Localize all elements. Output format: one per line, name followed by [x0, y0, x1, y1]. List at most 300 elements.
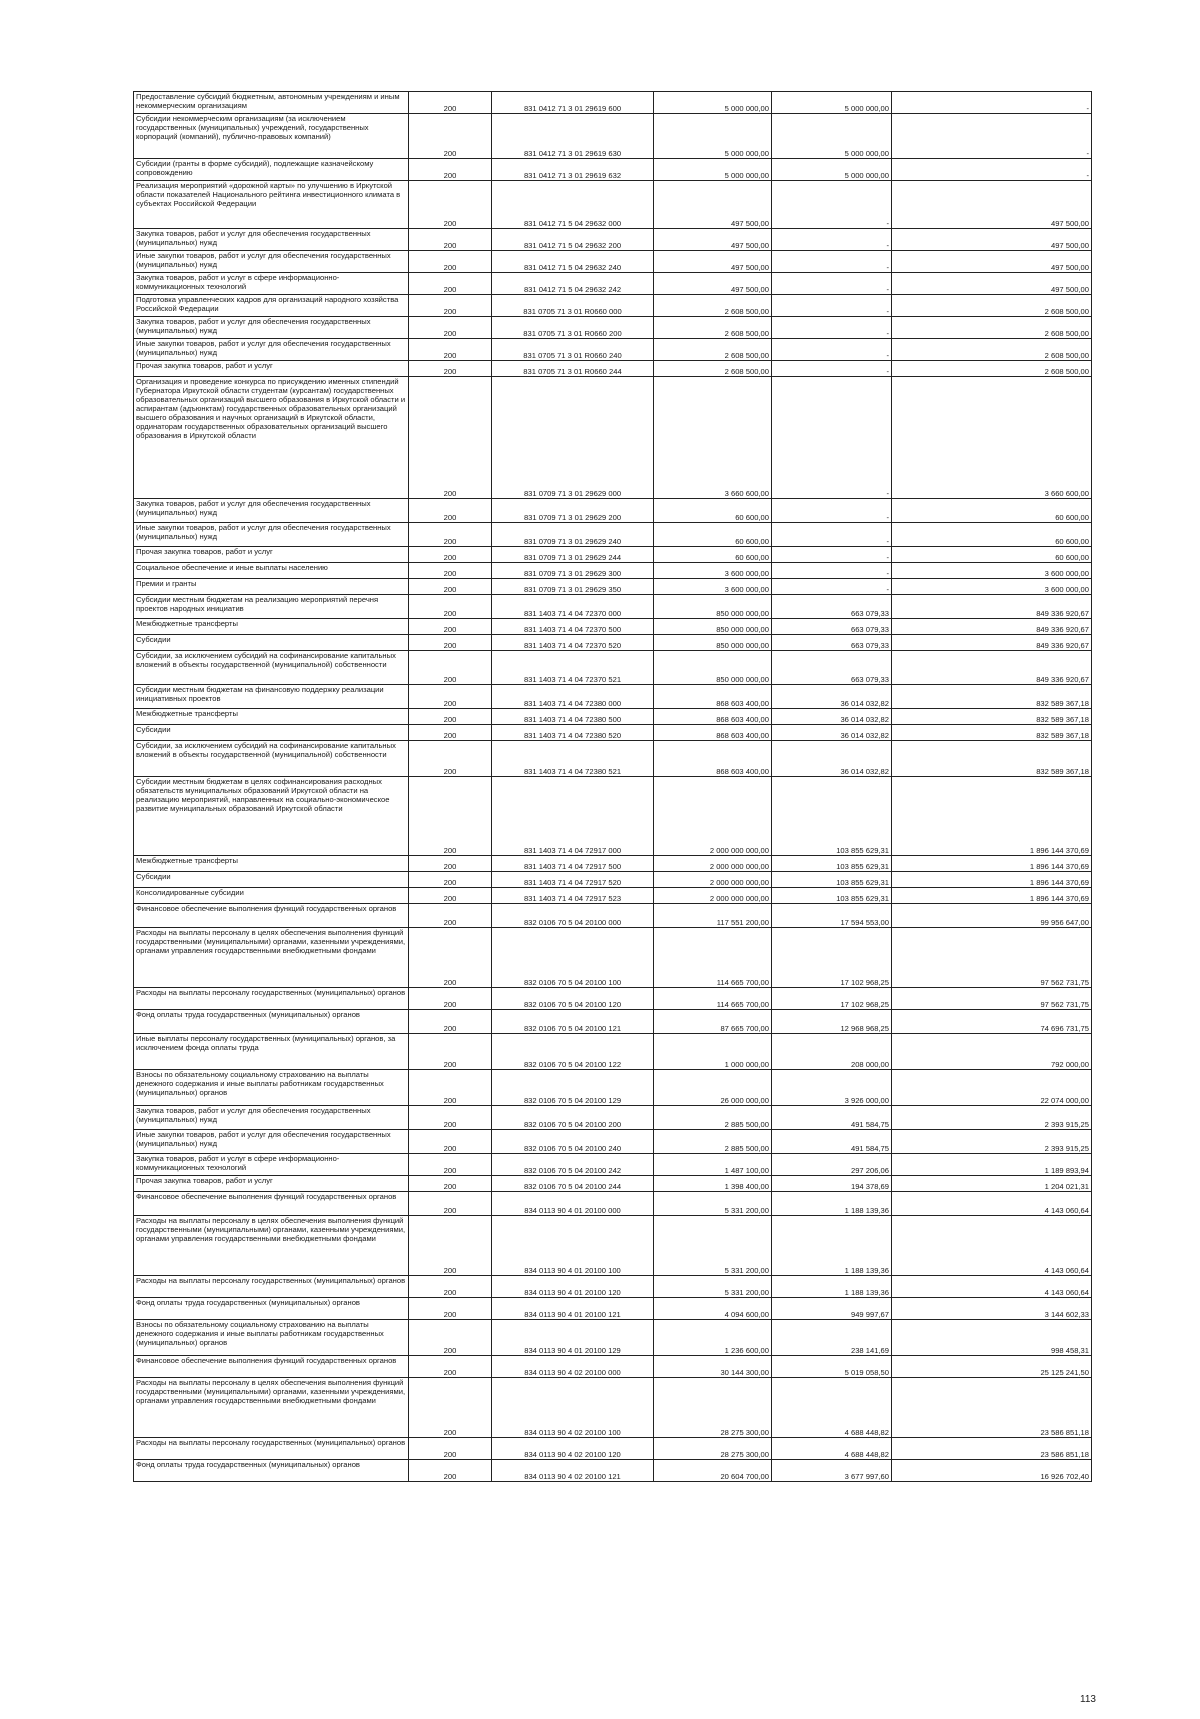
row-budget-classification-code: 831 0412 71 5 04 29632 000	[492, 181, 654, 229]
row-budget-classification-code: 831 0412 71 5 04 29632 200	[492, 229, 654, 251]
row-line-code: 200	[409, 563, 492, 579]
row-budget-classification-code: 832 0106 70 5 04 20100 200	[492, 1106, 654, 1130]
row-name: Субсидии местным бюджетам на реализацию мероприятий перечня проектов народных инициатив	[134, 595, 409, 619]
row-name: Межбюджетные трансферты	[134, 619, 409, 635]
row-line-code: 200	[409, 651, 492, 685]
row-name: Расходы на выплаты персоналу государственных (муниципальных) органов	[134, 1438, 409, 1460]
row-approved-amount: 5 000 000,00	[654, 159, 772, 181]
row-line-code: 200	[409, 579, 492, 595]
table-row	[134, 888, 1092, 904]
table-row	[134, 1298, 1092, 1320]
row-approved-amount: 1 236 600,00	[654, 1320, 772, 1356]
row-name: Закупка товаров, работ и услуг для обеспечения государственных (муниципальных) нужд	[134, 229, 409, 251]
table-row	[134, 563, 1092, 579]
row-approved-amount: 5 000 000,00	[654, 114, 772, 159]
row-approved-amount: 850 000 000,00	[654, 595, 772, 619]
row-line-code: 200	[409, 229, 492, 251]
row-unexecuted-amount: 23 586 851,18	[892, 1378, 1092, 1438]
row-name: Закупка товаров, работ и услуг для обеспечения государственных (муниципальных) нужд	[134, 317, 409, 339]
row-budget-classification-code: 831 0412 71 3 01 29619 630	[492, 114, 654, 159]
table-row	[134, 181, 1092, 229]
row-line-code: 200	[409, 1010, 492, 1034]
row-unexecuted-amount: 4 143 060,64	[892, 1216, 1092, 1276]
row-name: Субсидии местным бюджетам в целях софинансирования расходных обязательств муниципальных образований Иркутской области на реализацию мероприятий, направленных на социально-экономическое развитие муниципальных образований Иркутской области	[134, 777, 409, 856]
table-row	[134, 295, 1092, 317]
row-unexecuted-amount: 2 393 915,25	[892, 1106, 1092, 1130]
row-unexecuted-amount: 3 660 600,00	[892, 377, 1092, 499]
row-budget-classification-code: 831 1403 71 4 04 72370 521	[492, 651, 654, 685]
row-approved-amount: 868 603 400,00	[654, 709, 772, 725]
row-line-code: 200	[409, 1438, 492, 1460]
row-line-code: 200	[409, 685, 492, 709]
row-name: Закупка товаров, работ и услуг для обеспечения государственных (муниципальных) нужд	[134, 1106, 409, 1130]
row-line-code: 200	[409, 619, 492, 635]
row-line-code: 200	[409, 1106, 492, 1130]
row-approved-amount: 868 603 400,00	[654, 741, 772, 777]
row-unexecuted-amount: 497 500,00	[892, 181, 1092, 229]
row-budget-classification-code: 832 0106 70 5 04 20100 244	[492, 1176, 654, 1192]
row-line-code: 200	[409, 499, 492, 523]
table-row	[134, 1034, 1092, 1070]
table-row	[134, 741, 1092, 777]
row-approved-amount: 5 331 200,00	[654, 1276, 772, 1298]
row-name: Иные закупки товаров, работ и услуг для обеспечения государственных (муниципальных) нужд	[134, 1130, 409, 1154]
row-line-code: 200	[409, 159, 492, 181]
row-unexecuted-amount: 97 562 731,75	[892, 988, 1092, 1010]
row-executed-amount: 5 000 000,00	[772, 114, 892, 159]
row-line-code: 200	[409, 251, 492, 273]
table-row	[134, 317, 1092, 339]
row-budget-classification-code: 832 0106 70 5 04 20100 121	[492, 1010, 654, 1034]
row-line-code: 200	[409, 361, 492, 377]
row-line-code: 200	[409, 1034, 492, 1070]
row-approved-amount: 1 398 400,00	[654, 1176, 772, 1192]
row-approved-amount: 850 000 000,00	[654, 651, 772, 685]
row-unexecuted-amount: 849 336 920,67	[892, 635, 1092, 651]
row-approved-amount: 2 000 000 000,00	[654, 888, 772, 904]
row-budget-classification-code: 832 0106 70 5 04 20100 240	[492, 1130, 654, 1154]
row-budget-classification-code: 832 0106 70 5 04 20100 000	[492, 904, 654, 928]
row-executed-amount: -	[772, 251, 892, 273]
row-name: Прочая закупка товаров, работ и услуг	[134, 547, 409, 563]
row-unexecuted-amount: 60 600,00	[892, 547, 1092, 563]
row-approved-amount: 3 600 000,00	[654, 563, 772, 579]
row-executed-amount: 663 079,33	[772, 635, 892, 651]
row-name: Фонд оплаты труда государственных (муниципальных) органов	[134, 1010, 409, 1034]
row-name: Финансовое обеспечение выполнения функций государственных органов	[134, 1192, 409, 1216]
row-executed-amount: 238 141,69	[772, 1320, 892, 1356]
row-budget-classification-code: 831 0709 71 3 01 29629 300	[492, 563, 654, 579]
row-budget-classification-code: 834 0113 90 4 02 20100 120	[492, 1438, 654, 1460]
row-unexecuted-amount: 1 896 144 370,69	[892, 872, 1092, 888]
row-name: Расходы на выплаты персоналу государственных (муниципальных) органов	[134, 1276, 409, 1298]
row-approved-amount: 60 600,00	[654, 547, 772, 563]
row-approved-amount: 2 000 000 000,00	[654, 856, 772, 872]
row-unexecuted-amount: 497 500,00	[892, 229, 1092, 251]
row-name: Премии и гранты	[134, 579, 409, 595]
row-approved-amount: 2 608 500,00	[654, 295, 772, 317]
row-unexecuted-amount: 22 074 000,00	[892, 1070, 1092, 1106]
row-budget-classification-code: 831 1403 71 4 04 72917 500	[492, 856, 654, 872]
row-name: Субсидии, за исключением субсидий на софинансирование капитальных вложений в объекты государственной (муниципальной) собственности	[134, 651, 409, 685]
row-line-code: 200	[409, 273, 492, 295]
row-executed-amount: -	[772, 563, 892, 579]
row-budget-classification-code: 834 0113 90 4 02 20100 121	[492, 1460, 654, 1482]
row-executed-amount: 1 188 139,36	[772, 1276, 892, 1298]
row-line-code: 200	[409, 181, 492, 229]
row-unexecuted-amount: 3 144 602,33	[892, 1298, 1092, 1320]
row-approved-amount: 497 500,00	[654, 273, 772, 295]
row-budget-classification-code: 831 0705 71 3 01 R0660 240	[492, 339, 654, 361]
row-unexecuted-amount: 2 608 500,00	[892, 339, 1092, 361]
row-line-code: 200	[409, 928, 492, 988]
row-line-code: 200	[409, 1154, 492, 1176]
row-executed-amount: 297 206,06	[772, 1154, 892, 1176]
row-approved-amount: 114 665 700,00	[654, 988, 772, 1010]
row-line-code: 200	[409, 1356, 492, 1378]
row-approved-amount: 2 608 500,00	[654, 361, 772, 377]
row-executed-amount: 5 019 058,50	[772, 1356, 892, 1378]
row-name: Закупка товаров, работ и услуг в сфере информационно-коммуникационных технологий	[134, 1154, 409, 1176]
row-unexecuted-amount: -	[892, 114, 1092, 159]
row-budget-classification-code: 834 0113 90 4 02 20100 100	[492, 1378, 654, 1438]
row-budget-classification-code: 832 0106 70 5 04 20100 242	[492, 1154, 654, 1176]
row-name: Межбюджетные трансферты	[134, 709, 409, 725]
row-name: Субсидии	[134, 725, 409, 741]
table-row	[134, 1460, 1092, 1482]
row-approved-amount: 20 604 700,00	[654, 1460, 772, 1482]
row-line-code: 200	[409, 777, 492, 856]
row-unexecuted-amount: 1 204 021,31	[892, 1176, 1092, 1192]
row-approved-amount: 3 660 600,00	[654, 377, 772, 499]
row-line-code: 200	[409, 1130, 492, 1154]
table-row	[134, 1356, 1092, 1378]
row-executed-amount: 663 079,33	[772, 651, 892, 685]
row-budget-classification-code: 831 0412 71 3 01 29619 600	[492, 92, 654, 114]
row-approved-amount: 5 331 200,00	[654, 1216, 772, 1276]
row-approved-amount: 60 600,00	[654, 499, 772, 523]
row-executed-amount: -	[772, 295, 892, 317]
row-line-code: 200	[409, 114, 492, 159]
row-line-code: 200	[409, 1070, 492, 1106]
row-budget-classification-code: 831 0709 71 3 01 29629 350	[492, 579, 654, 595]
table-row	[134, 1192, 1092, 1216]
row-name: Прочая закупка товаров, работ и услуг	[134, 1176, 409, 1192]
row-executed-amount: 1 188 139,36	[772, 1192, 892, 1216]
row-name: Субсидии, за исключением субсидий на софинансирование капитальных вложений в объекты государственной (муниципальной) собственности	[134, 741, 409, 777]
row-unexecuted-amount: 2 608 500,00	[892, 361, 1092, 377]
row-executed-amount: -	[772, 523, 892, 547]
row-approved-amount: 2 885 500,00	[654, 1106, 772, 1130]
table-row	[134, 579, 1092, 595]
row-budget-classification-code: 831 0412 71 5 04 29632 242	[492, 273, 654, 295]
table-row	[134, 1070, 1092, 1106]
table-row	[134, 499, 1092, 523]
table-body	[134, 92, 1092, 1482]
row-budget-classification-code: 831 1403 71 4 04 72917 520	[492, 872, 654, 888]
table-row	[134, 377, 1092, 499]
row-name: Финансовое обеспечение выполнения функций государственных органов	[134, 1356, 409, 1378]
row-executed-amount: 17 594 553,00	[772, 904, 892, 928]
row-name: Закупка товаров, работ и услуг для обеспечения государственных (муниципальных) нужд	[134, 499, 409, 523]
row-approved-amount: 3 600 000,00	[654, 579, 772, 595]
row-name: Субсидии (гранты в форме субсидий), подлежащие казначейскому сопровождению	[134, 159, 409, 181]
row-name: Взносы по обязательному социальному страхованию на выплаты денежного содержания и иные выплаты работникам государственных (муниципальных) органов	[134, 1070, 409, 1106]
row-executed-amount: -	[772, 547, 892, 563]
row-unexecuted-amount: 1 896 144 370,69	[892, 856, 1092, 872]
row-approved-amount: 497 500,00	[654, 181, 772, 229]
row-unexecuted-amount: 832 589 367,18	[892, 685, 1092, 709]
row-unexecuted-amount: 1 896 144 370,69	[892, 777, 1092, 856]
table-row	[134, 339, 1092, 361]
row-budget-classification-code: 831 0709 71 3 01 29629 244	[492, 547, 654, 563]
table-row	[134, 856, 1092, 872]
row-approved-amount: 497 500,00	[654, 229, 772, 251]
row-executed-amount: -	[772, 181, 892, 229]
row-executed-amount: 17 102 968,25	[772, 928, 892, 988]
row-budget-classification-code: 831 1403 71 4 04 72380 000	[492, 685, 654, 709]
row-unexecuted-amount: 4 143 060,64	[892, 1276, 1092, 1298]
row-executed-amount: -	[772, 361, 892, 377]
row-budget-classification-code: 831 1403 71 4 04 72370 000	[492, 595, 654, 619]
table-row	[134, 725, 1092, 741]
row-budget-classification-code: 831 1403 71 4 04 72370 500	[492, 619, 654, 635]
table-row	[134, 904, 1092, 928]
row-unexecuted-amount: 60 600,00	[892, 499, 1092, 523]
row-approved-amount: 26 000 000,00	[654, 1070, 772, 1106]
table-row	[134, 229, 1092, 251]
row-approved-amount: 850 000 000,00	[654, 619, 772, 635]
row-approved-amount: 28 275 300,00	[654, 1378, 772, 1438]
row-unexecuted-amount: 97 562 731,75	[892, 928, 1092, 988]
row-unexecuted-amount: 3 600 000,00	[892, 563, 1092, 579]
row-unexecuted-amount: 60 600,00	[892, 523, 1092, 547]
row-approved-amount: 1 487 100,00	[654, 1154, 772, 1176]
table-row	[134, 92, 1092, 114]
row-line-code: 200	[409, 339, 492, 361]
row-name: Субсидии некоммерческим организациям (за исключением государственных (муниципальных) учреждений, государственных корпораций (компаний), публично-правовых компаний)	[134, 114, 409, 159]
row-executed-amount: -	[772, 229, 892, 251]
row-executed-amount: -	[772, 579, 892, 595]
row-budget-classification-code: 831 0412 71 5 04 29632 240	[492, 251, 654, 273]
row-name: Расходы на выплаты персоналу в целях обеспечения выполнения функций государственными (муниципальными) органами, казенными учреждениями, органами управления государственными внебюджетными фондами	[134, 1216, 409, 1276]
row-line-code: 200	[409, 523, 492, 547]
table-row	[134, 1130, 1092, 1154]
row-unexecuted-amount: 25 125 241,50	[892, 1356, 1092, 1378]
row-approved-amount: 868 603 400,00	[654, 685, 772, 709]
row-line-code: 200	[409, 635, 492, 651]
row-executed-amount: 491 584,75	[772, 1106, 892, 1130]
row-unexecuted-amount: 497 500,00	[892, 273, 1092, 295]
row-line-code: 200	[409, 872, 492, 888]
row-name: Финансовое обеспечение выполнения функций государственных органов	[134, 904, 409, 928]
row-unexecuted-amount: 1 896 144 370,69	[892, 888, 1092, 904]
row-line-code: 200	[409, 988, 492, 1010]
table-row	[134, 651, 1092, 685]
row-approved-amount: 60 600,00	[654, 523, 772, 547]
row-budget-classification-code: 831 0412 71 3 01 29619 632	[492, 159, 654, 181]
table-row	[134, 928, 1092, 988]
row-approved-amount: 850 000 000,00	[654, 635, 772, 651]
row-executed-amount: 3 677 997,60	[772, 1460, 892, 1482]
table-row	[134, 1216, 1092, 1276]
row-budget-classification-code: 831 1403 71 4 04 72917 523	[492, 888, 654, 904]
row-approved-amount: 2 608 500,00	[654, 339, 772, 361]
row-line-code: 200	[409, 1378, 492, 1438]
row-approved-amount: 117 551 200,00	[654, 904, 772, 928]
row-name: Прочая закупка товаров, работ и услуг	[134, 361, 409, 377]
row-budget-classification-code: 832 0106 70 5 04 20100 100	[492, 928, 654, 988]
row-unexecuted-amount: 792 000,00	[892, 1034, 1092, 1070]
row-approved-amount: 868 603 400,00	[654, 725, 772, 741]
table-row	[134, 273, 1092, 295]
row-unexecuted-amount: 998 458,31	[892, 1320, 1092, 1356]
row-budget-classification-code: 834 0113 90 4 01 20100 000	[492, 1192, 654, 1216]
row-executed-amount: 103 855 629,31	[772, 777, 892, 856]
table-row	[134, 251, 1092, 273]
row-executed-amount: 103 855 629,31	[772, 872, 892, 888]
table-row	[134, 1106, 1092, 1130]
row-line-code: 200	[409, 1276, 492, 1298]
row-executed-amount: -	[772, 499, 892, 523]
table-row	[134, 1378, 1092, 1438]
row-executed-amount: 5 000 000,00	[772, 159, 892, 181]
row-name: Субсидии	[134, 635, 409, 651]
row-budget-classification-code: 831 0705 71 3 01 R0660 244	[492, 361, 654, 377]
row-unexecuted-amount: 849 336 920,67	[892, 595, 1092, 619]
row-executed-amount: 194 378,69	[772, 1176, 892, 1192]
row-name: Иные закупки товаров, работ и услуг для обеспечения государственных (муниципальных) нужд	[134, 339, 409, 361]
row-line-code: 200	[409, 1320, 492, 1356]
row-executed-amount: 491 584,75	[772, 1130, 892, 1154]
table-row	[134, 685, 1092, 709]
row-executed-amount: 4 688 448,82	[772, 1438, 892, 1460]
row-executed-amount: 103 855 629,31	[772, 856, 892, 872]
row-approved-amount: 4 094 600,00	[654, 1298, 772, 1320]
row-line-code: 200	[409, 295, 492, 317]
row-name: Организация и проведение конкурса по присуждению именных стипендий Губернатора Иркутской области студентам (курсантам) государственных образовательных организаций высшего образования в Иркутской области и аспирантам (адъюнктам) государственных образовательных организаций высшего образования и научных организаций в Иркутской области, ординаторам государственных образовательных организаций высшего образования в Иркутской области	[134, 377, 409, 499]
table-row	[134, 595, 1092, 619]
row-line-code: 200	[409, 888, 492, 904]
row-budget-classification-code: 831 1403 71 4 04 72380 500	[492, 709, 654, 725]
row-budget-classification-code: 834 0113 90 4 01 20100 120	[492, 1276, 654, 1298]
row-name: Предоставление субсидий бюджетным, автономным учреждениям и иным некоммерческим организациям	[134, 92, 409, 114]
row-executed-amount: 1 188 139,36	[772, 1216, 892, 1276]
table-row	[134, 619, 1092, 635]
table-row	[134, 1010, 1092, 1034]
table-row	[134, 361, 1092, 377]
row-name: Субсидии местным бюджетам на финансовую поддержку реализации инициативных проектов	[134, 685, 409, 709]
row-budget-classification-code: 831 1403 71 4 04 72917 000	[492, 777, 654, 856]
row-name: Фонд оплаты труда государственных (муниципальных) органов	[134, 1460, 409, 1482]
row-approved-amount: 30 144 300,00	[654, 1356, 772, 1378]
row-approved-amount: 2 000 000 000,00	[654, 777, 772, 856]
row-budget-classification-code: 834 0113 90 4 01 20100 100	[492, 1216, 654, 1276]
row-line-code: 200	[409, 547, 492, 563]
table-row	[134, 1276, 1092, 1298]
row-line-code: 200	[409, 317, 492, 339]
row-approved-amount: 2 000 000 000,00	[654, 872, 772, 888]
row-approved-amount: 87 665 700,00	[654, 1010, 772, 1034]
row-line-code: 200	[409, 904, 492, 928]
row-executed-amount: 3 926 000,00	[772, 1070, 892, 1106]
row-name: Взносы по обязательному социальному страхованию на выплаты денежного содержания и иные выплаты работникам государственных (муниципальных) органов	[134, 1320, 409, 1356]
row-unexecuted-amount: 832 589 367,18	[892, 741, 1092, 777]
row-executed-amount: 663 079,33	[772, 595, 892, 619]
table-row	[134, 523, 1092, 547]
row-name: Расходы на выплаты персоналу в целях обеспечения выполнения функций государственными (муниципальными) органами, казенными учреждениями, органами управления государственными внебюджетными фондами	[134, 928, 409, 988]
row-name: Иные закупки товаров, работ и услуг для обеспечения государственных (муниципальных) нужд	[134, 251, 409, 273]
table-row	[134, 114, 1092, 159]
row-unexecuted-amount: 74 696 731,75	[892, 1010, 1092, 1034]
row-budget-classification-code: 834 0113 90 4 02 20100 000	[492, 1356, 654, 1378]
row-executed-amount: -	[772, 339, 892, 361]
row-unexecuted-amount: 16 926 702,40	[892, 1460, 1092, 1482]
table-row	[134, 1320, 1092, 1356]
row-executed-amount: 36 014 032,82	[772, 725, 892, 741]
row-executed-amount: -	[772, 273, 892, 295]
row-executed-amount: 17 102 968,25	[772, 988, 892, 1010]
row-unexecuted-amount: 99 956 647,00	[892, 904, 1092, 928]
row-unexecuted-amount: 2 608 500,00	[892, 317, 1092, 339]
row-unexecuted-amount: -	[892, 159, 1092, 181]
row-unexecuted-amount: 832 589 367,18	[892, 725, 1092, 741]
row-executed-amount: 4 688 448,82	[772, 1378, 892, 1438]
row-executed-amount: -	[772, 377, 892, 499]
table-row	[134, 777, 1092, 856]
row-approved-amount: 497 500,00	[654, 251, 772, 273]
table-row	[134, 547, 1092, 563]
row-unexecuted-amount: -	[892, 92, 1092, 114]
row-unexecuted-amount: 497 500,00	[892, 251, 1092, 273]
row-executed-amount: 208 000,00	[772, 1034, 892, 1070]
row-name: Консолидированные субсидии	[134, 888, 409, 904]
row-unexecuted-amount: 832 589 367,18	[892, 709, 1092, 725]
row-line-code: 200	[409, 856, 492, 872]
row-line-code: 200	[409, 1216, 492, 1276]
row-line-code: 200	[409, 709, 492, 725]
row-executed-amount: 103 855 629,31	[772, 888, 892, 904]
table-row	[134, 1176, 1092, 1192]
row-unexecuted-amount: 4 143 060,64	[892, 1192, 1092, 1216]
row-name: Фонд оплаты труда государственных (муниципальных) органов	[134, 1298, 409, 1320]
row-line-code: 200	[409, 741, 492, 777]
row-executed-amount: 36 014 032,82	[772, 741, 892, 777]
row-name: Закупка товаров, работ и услуг в сфере информационно-коммуникационных технологий	[134, 273, 409, 295]
row-unexecuted-amount: 849 336 920,67	[892, 619, 1092, 635]
row-name: Подготовка управленческих кадров для организаций народного хозяйства Российской Федерации	[134, 295, 409, 317]
row-approved-amount: 28 275 300,00	[654, 1438, 772, 1460]
row-executed-amount: 12 968 968,25	[772, 1010, 892, 1034]
table-row	[134, 988, 1092, 1010]
row-budget-classification-code: 831 1403 71 4 04 72380 520	[492, 725, 654, 741]
table-row	[134, 709, 1092, 725]
row-budget-classification-code: 831 1403 71 4 04 72380 521	[492, 741, 654, 777]
row-name: Субсидии	[134, 872, 409, 888]
row-executed-amount: 5 000 000,00	[772, 92, 892, 114]
table-row	[134, 872, 1092, 888]
table-row	[134, 159, 1092, 181]
row-approved-amount: 1 000 000,00	[654, 1034, 772, 1070]
row-budget-classification-code: 831 0709 71 3 01 29629 200	[492, 499, 654, 523]
row-executed-amount: 36 014 032,82	[772, 685, 892, 709]
row-unexecuted-amount: 2 393 915,25	[892, 1130, 1092, 1154]
row-budget-classification-code: 831 0705 71 3 01 R0660 000	[492, 295, 654, 317]
row-approved-amount: 5 000 000,00	[654, 92, 772, 114]
row-line-code: 200	[409, 1298, 492, 1320]
row-budget-classification-code: 834 0113 90 4 01 20100 121	[492, 1298, 654, 1320]
row-budget-classification-code: 832 0106 70 5 04 20100 129	[492, 1070, 654, 1106]
